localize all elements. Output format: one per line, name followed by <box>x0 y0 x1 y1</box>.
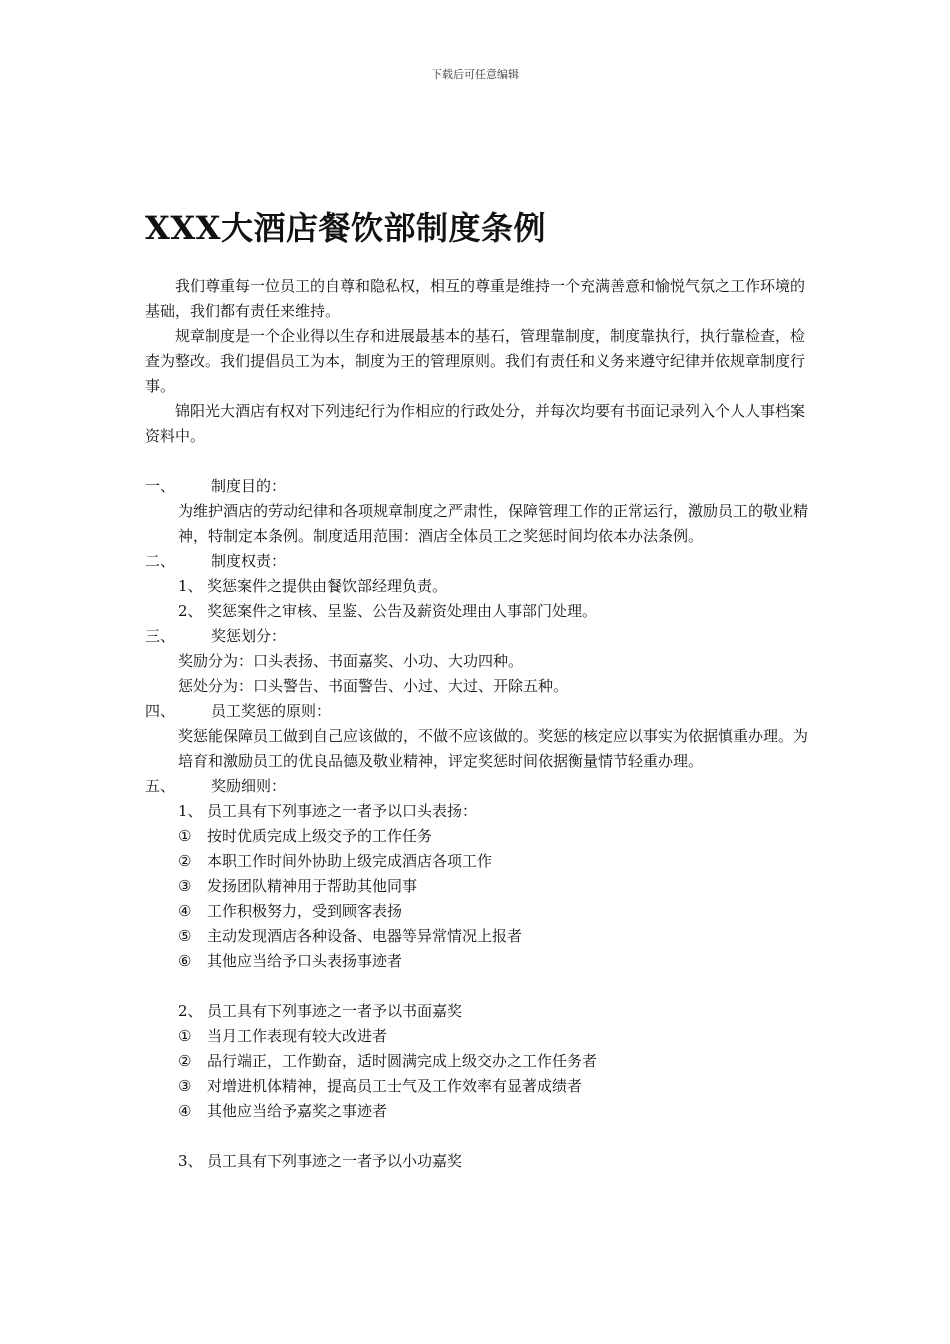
item-marker: ③ <box>178 1077 192 1095</box>
section-number: 三、 <box>145 627 176 645</box>
list-item <box>145 1049 810 1074</box>
item-marker: 2、 <box>178 602 203 620</box>
group-heading-3 <box>145 1149 810 1174</box>
section-heading-4 <box>145 699 810 724</box>
section-title: 奖励细则： <box>211 777 287 795</box>
item-marker: ① <box>178 827 192 845</box>
item-text: 其他应当给予口头表扬事迹者 <box>207 952 403 970</box>
section-title: 制度权责： <box>211 552 287 570</box>
item-text: 品行端正，工作勤奋，适时圆满完成上级交办之工作任务者 <box>207 1052 598 1070</box>
section-title: 奖惩划分： <box>211 627 287 645</box>
item-text: 主动发现酒店各种设备、电器等异常情况上报者 <box>207 927 523 945</box>
section-heading-3 <box>145 624 810 649</box>
item-text: 其他应当给予嘉奖之事迹者 <box>207 1102 388 1120</box>
intro-paragraph-1: 我们尊重每一位员工的自尊和隐私权，相互的尊重是维持一个充满善意和愉悦气氛之工作环境的基础，我们都有责任来维持。 <box>145 277 806 320</box>
group-heading-1 <box>145 799 810 824</box>
section-number: 一、 <box>145 477 176 495</box>
list-item <box>145 849 810 874</box>
item-text: 员工具有下列事迹之一者予以口头表扬： <box>207 802 478 820</box>
section-heading-1 <box>145 474 810 499</box>
section-heading-2 <box>145 549 810 574</box>
item-marker: 2、 <box>178 1002 203 1020</box>
item-marker: ③ <box>178 877 192 895</box>
item-text: 发扬团队精神用于帮助其他同事 <box>207 877 418 895</box>
intro-paragraph-3: 锦阳光大酒店有权对下列违纪行为作相应的行政处分，并每次均要有书面记录列入个人人事档案资料中。 <box>145 402 806 445</box>
section-heading-5 <box>145 774 810 799</box>
item-marker: ⑥ <box>178 952 192 970</box>
section-paragraph-4: 奖惩能保障员工做到自己应该做的，不做不应该做的。奖惩的核定应以事实为依据慎重办理。为培育和激励员工的优良品德及敬业精神，评定奖惩时间依据衡量情节轻重办理。 <box>178 727 809 770</box>
list-item <box>145 924 810 949</box>
header-note: 下载后可任意编辑 <box>431 68 519 81</box>
item-text: 奖惩案件之提供由餐饮部经理负责。 <box>207 577 448 595</box>
list-item <box>145 899 810 924</box>
item-text: 本职工作时间外协助上级完成酒店各项工作 <box>207 852 493 870</box>
item-text: 工作积极努力，受到顾客表扬 <box>207 902 403 920</box>
item-text: 员工具有下列事迹之一者予以书面嘉奖 <box>207 1002 463 1020</box>
list-item <box>145 574 810 599</box>
punishment-types-line: 惩处分为：口头警告、书面警告、小过、大过、开除五种。 <box>178 677 569 695</box>
section-paragraph-1: 为维护酒店的劳动纪律和各项规章制度之严肃性，保障管理工作的正常运行，激励员工的敬业精神，特制定本条例。制度适用范围：酒店全体员工之奖惩时间均依本办法条例。 <box>178 502 809 545</box>
item-text: 当月工作表现有较大改进者 <box>207 1027 388 1045</box>
section-title: 制度目的： <box>211 477 287 495</box>
group-heading-2 <box>145 999 810 1024</box>
list-item <box>145 949 810 974</box>
document-body <box>145 274 810 1174</box>
item-marker: ② <box>178 1052 192 1070</box>
item-marker: ④ <box>178 902 192 920</box>
item-text: 对增进机体精神，提高员工士气及工作效率有显著成绩者 <box>207 1077 583 1095</box>
list-item <box>145 824 810 849</box>
item-text: 员工具有下列事迹之一者予以小功嘉奖 <box>207 1152 463 1170</box>
item-marker: ④ <box>178 1102 192 1120</box>
item-text: 奖惩案件之审核、呈鉴、公告及薪资处理由人事部门处理。 <box>207 602 598 620</box>
item-marker: 1、 <box>178 802 203 820</box>
document-title: XXX大酒店餐饮部制度条例 <box>145 209 546 247</box>
intro-paragraph-2: 规章制度是一个企业得以生存和进展最基本的基石，管理靠制度，制度靠执行，执行靠检查，检查为整改。我们提倡员工为本，制度为王的管理原则。我们有责任和义务来遵守纪律并依规章制度行事。 <box>145 327 806 395</box>
section-number: 四、 <box>145 702 176 720</box>
item-marker: ① <box>178 1027 192 1045</box>
item-marker: ⑤ <box>178 927 192 945</box>
item-text: 按时优质完成上级交予的工作任务 <box>207 827 433 845</box>
reward-types-line: 奖励分为：口头表扬、书面嘉奖、小功、大功四种。 <box>178 652 524 670</box>
section-number: 二、 <box>145 552 176 570</box>
list-item <box>145 874 810 899</box>
section-title: 员工奖惩的原则： <box>211 702 332 720</box>
section-number: 五、 <box>145 777 176 795</box>
item-marker: ② <box>178 852 192 870</box>
list-item <box>145 1024 810 1049</box>
list-item <box>145 1074 810 1099</box>
list-item <box>145 599 810 624</box>
item-marker: 1、 <box>178 577 203 595</box>
item-marker: 3、 <box>178 1152 203 1170</box>
list-item <box>145 1099 810 1124</box>
